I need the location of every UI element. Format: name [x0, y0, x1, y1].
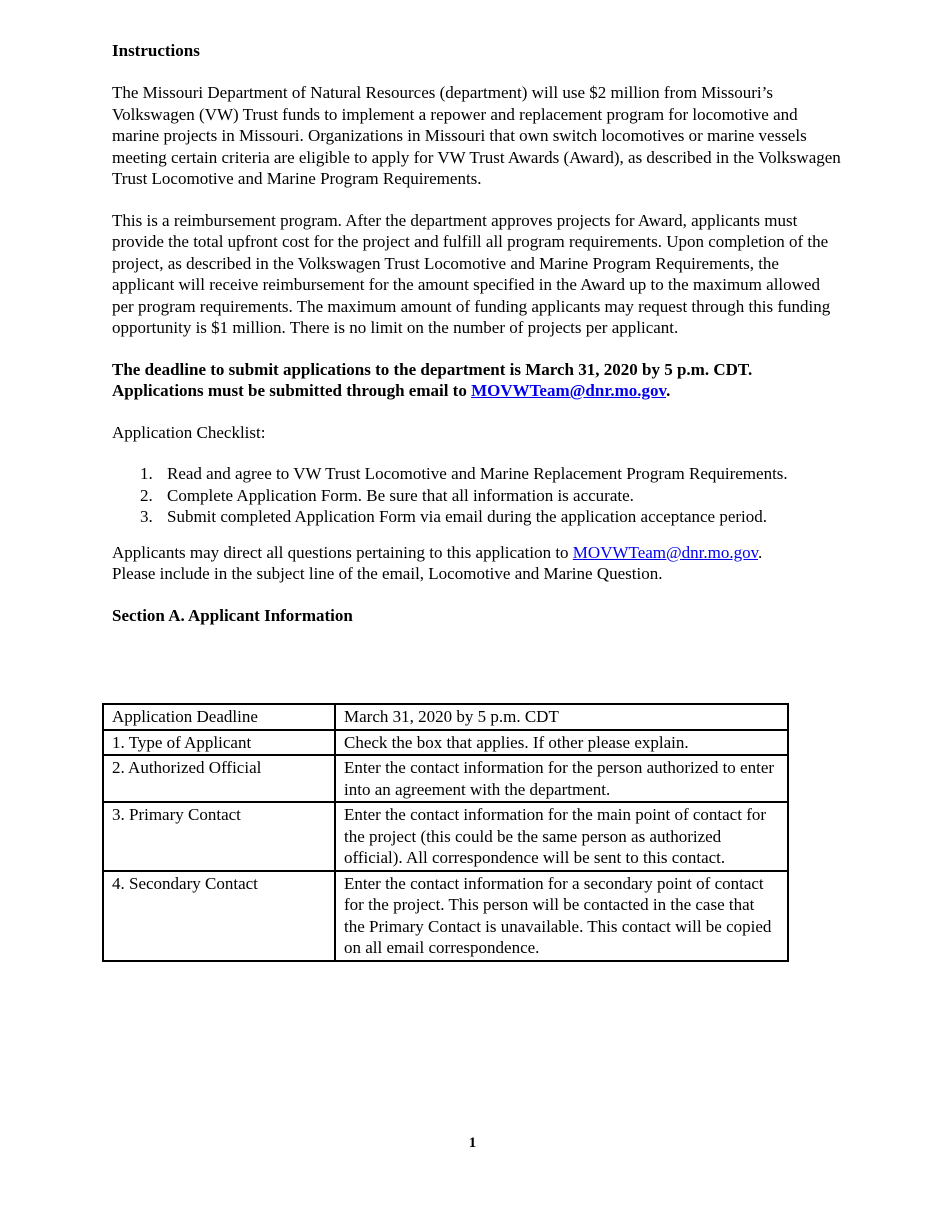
deadline-period: . [666, 381, 671, 400]
row-label: 1. Type of Applicant [103, 730, 335, 756]
table-row [103, 755, 788, 802]
table-row [103, 704, 788, 730]
questions-period: . [758, 542, 763, 562]
row-label: 4. Secondary Contact [103, 871, 335, 961]
deadline-line-1: The deadline to submit applications to the department is March 31, 2020 by 5 p.m. CDT. [112, 359, 753, 379]
applicant-info-table [102, 703, 789, 962]
section-a-heading: Section A. Applicant Information [112, 605, 353, 625]
checklist-item-text: Read and agree to VW Trust Locomotive and Marine Replacement Program Requirements. [167, 464, 788, 483]
intro-paragraph: The Missouri Department of Natural Resources (department) will use $2 million from Missouri’s Volkswagen (VW) Trust funds to implement a repower and replacement program for locomotive and marine projects in Missouri. Organizations in Missouri that own switch locomotives or marine vessels meeting certain criteria are eligible to apply for VW Trust Awards (Award), as described in the Volkswagen Trust Locomotive and Marine Program Requirements. [112, 83, 841, 188]
questions-subject-note: Please include in the subject line of the email, Locomotive and Marine Question. [112, 564, 663, 583]
checklist-title: Application Checklist: [112, 422, 266, 442]
questions-paragraph [112, 542, 842, 585]
application-checklist [112, 463, 842, 528]
checklist-item-number: 2. [140, 485, 153, 505]
row-description: March 31, 2020 by 5 p.m. CDT [335, 704, 788, 730]
row-description: Enter the contact information for a secondary point of contact for the project. This person will be contacted in the case that the Primary Contact is unavailable. This contact will be copied on all email correspondence. [335, 871, 788, 961]
row-label: Application Deadline [103, 704, 335, 730]
row-label: 2. Authorized Official [103, 755, 335, 802]
page-content [112, 40, 842, 627]
row-description: Check the box that applies. If other please explain. [335, 730, 788, 756]
row-label: 3. Primary Contact [103, 802, 335, 871]
table-row [103, 871, 788, 961]
checklist-item [112, 463, 842, 485]
checklist-item-text: Complete Application Form. Be sure that all information is accurate. [167, 485, 634, 505]
row-description: Enter the contact information for the person authorized to enter into an agreement with the department. [335, 755, 788, 802]
checklist-item [112, 485, 842, 507]
checklist-item-text: Submit completed Application Form via email during the application acceptance period. [167, 507, 768, 526]
reimbursement-paragraph: This is a reimbursement program. After the department approves projects for Award, applicants must provide the total upfront cost for the project and fulfill all program requirements. Upon completion of the project, as described in the Volkswagen Trust Locomotive and Marine Program Requirements, the applicant will receive reimbursement for the amount specified in the Award up to the maximum allowed per program requirements. The maximum amount of funding applicants may request through this funding opportunity is $1 million. There is no limit on the number of projects per applicant. [112, 210, 831, 337]
questions-prefix: Applicants may direct all questions pertaining to this application to [112, 542, 573, 562]
table-row [103, 802, 788, 871]
page-number: 1 [468, 1135, 477, 1151]
deadline-notice [112, 359, 842, 402]
checklist-item-number: 1. [140, 464, 153, 483]
instructions-heading: Instructions [112, 41, 200, 60]
deadline-line-2: Applications must be submitted through email to [112, 381, 472, 400]
checklist-item-number: 3. [140, 507, 153, 526]
table-row [103, 730, 788, 756]
questions-email-link[interactable]: MOVWTeam@dnr.mo.gov [572, 542, 759, 562]
row-description: Enter the contact information for the main point of contact for the project (this could be the same person as authorized official). All correspondence will be sent to this contact. [335, 802, 788, 871]
deadline-email-link[interactable]: MOVWTeam@dnr.mo.gov [471, 381, 667, 400]
checklist-item [112, 506, 842, 528]
